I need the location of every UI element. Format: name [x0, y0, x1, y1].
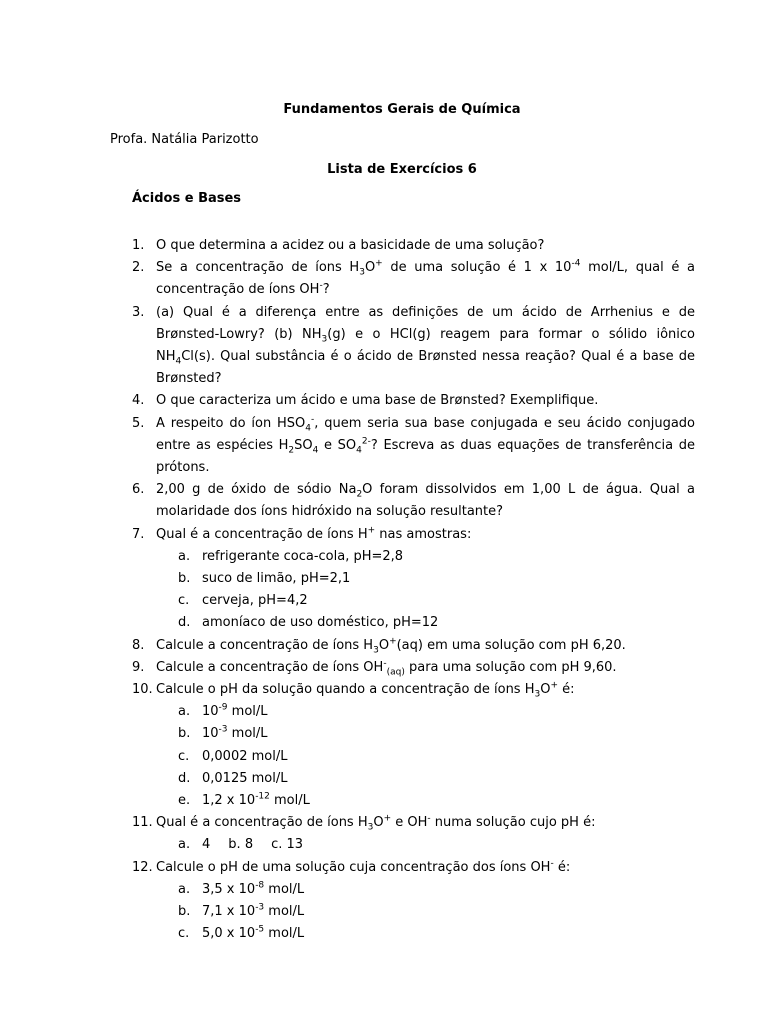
question-12	[132, 857, 695, 879]
question-list	[132, 235, 695, 946]
question-2	[132, 257, 695, 301]
sub-item: a. 3,5 x $10^{-8}$ mol/L	[178, 880, 305, 897]
question-number: 7.	[132, 526, 145, 542]
question-text: Calcule o pH de uma solução cuja concentração dos íons OH- é:	[156, 858, 571, 875]
question-1	[132, 235, 695, 257]
sub-item: a. $10^{-9}$ mol/L	[178, 702, 268, 720]
document-title: Fundamentos Gerais de Química	[283, 102, 521, 117]
question-number: 3.	[132, 304, 145, 320]
question-number: 5.	[132, 415, 145, 431]
question-11	[132, 812, 695, 834]
question-text: A respeito do íon $HSO_4^-$, quem seria sua base conjugada e seu ácido conjugado entre as espécies $H_2SO_4$ e $SO_4^{2-}$? Escreva as duas equações de transferência de prótons.	[156, 414, 696, 476]
question-text: Se a concentração de íons $H_3O^+$ de uma solução é 1 x $10^{-4}$ mol/L, qual é a concentração de íons OH-?	[156, 258, 695, 298]
question-text: 2,00 g de óxido de sódio $Na_2O$ foram dissolvidos em 1,00 L de água. Qual a molaridade dos íons hidróxido na solução resultante?	[156, 482, 695, 520]
question-8	[132, 635, 695, 657]
question-5	[132, 413, 695, 480]
question-number: 12.	[132, 859, 153, 875]
question-number: 11.	[132, 815, 153, 831]
question-number: 10.	[132, 682, 153, 698]
section-heading: Ácidos e Bases	[132, 191, 242, 206]
question-6	[132, 479, 695, 523]
question-number: 2.	[132, 260, 145, 276]
sub-item: d. amoníaco de uso doméstico, pH=12	[178, 615, 439, 631]
sub-item: c. 5,0 x $10^{-5}$ mol/L	[178, 924, 305, 942]
question-number: 6.	[132, 482, 145, 498]
question-4	[132, 390, 695, 412]
sub-item: c. 0,0002 mol/L	[178, 748, 288, 764]
question-number: 4.	[132, 393, 145, 409]
list-title: Lista de Exercícios 6	[327, 162, 477, 177]
sub-item: b. suco de limão, pH=2,1	[178, 571, 351, 587]
inline-sub-items: a. 4 b. 8 c. 13	[178, 837, 304, 853]
sub-item: b. 7,1 x $10^{-3}$ mol/L	[178, 902, 305, 920]
question-7	[132, 524, 695, 546]
question-number: 1.	[132, 238, 145, 253]
question-text: O que caracteriza um ácido e uma base de Brønsted? Exemplifique.	[156, 393, 599, 409]
sub-item: c. cerveja, pH=4,2	[178, 593, 308, 609]
question-text: Calcule o pH da solução quando a concentração de íons $H_3O^+$ é:	[156, 680, 575, 700]
question-9	[132, 657, 695, 679]
question-10	[132, 679, 695, 701]
question-number: 9.	[132, 659, 145, 675]
question-number: 8.	[132, 637, 145, 653]
sub-item: a. refrigerante coca-cola, pH=2,8	[178, 548, 404, 564]
question-text: Qual é a concentração de íons H+ nas amostras:	[156, 525, 472, 542]
question-3	[132, 302, 695, 391]
question-text: O que determina a acidez ou a basicidade de uma solução?	[156, 238, 545, 253]
question-text: Calcule a concentração de íons $H_3O^+(aq)$ em uma solução com pH 6,20.	[156, 636, 626, 656]
sub-item: e. 1,2 x $10^{-12}$ mol/L	[178, 791, 310, 809]
question-text: Calcule a concentração de íons $OH^-_{(aq)}$ para uma solução com pH 9,60.	[156, 658, 617, 678]
sub-item: b. $10^{-3}$ mol/L	[178, 725, 268, 742]
author-line: Profa. Natália Parizotto	[110, 132, 259, 147]
question-text: (a) Qual é a diferença entre as definições de um ácido de Arrhenius e de Brønsted-Lowry? (b) $NH_3(g)$ e o HCl(g) reagem para formar o sólido iônico $NH_4Cl(s)$. Qual substância é o ácido de Brønsted nessa reação? Qual é a base de Brønsted?	[156, 304, 695, 387]
question-text: Qual é a concentração de íons $H_3O^+$ e OH- numa solução cujo pH é:	[156, 813, 596, 833]
sub-item: d. 0,0125 mol/L	[178, 770, 288, 786]
